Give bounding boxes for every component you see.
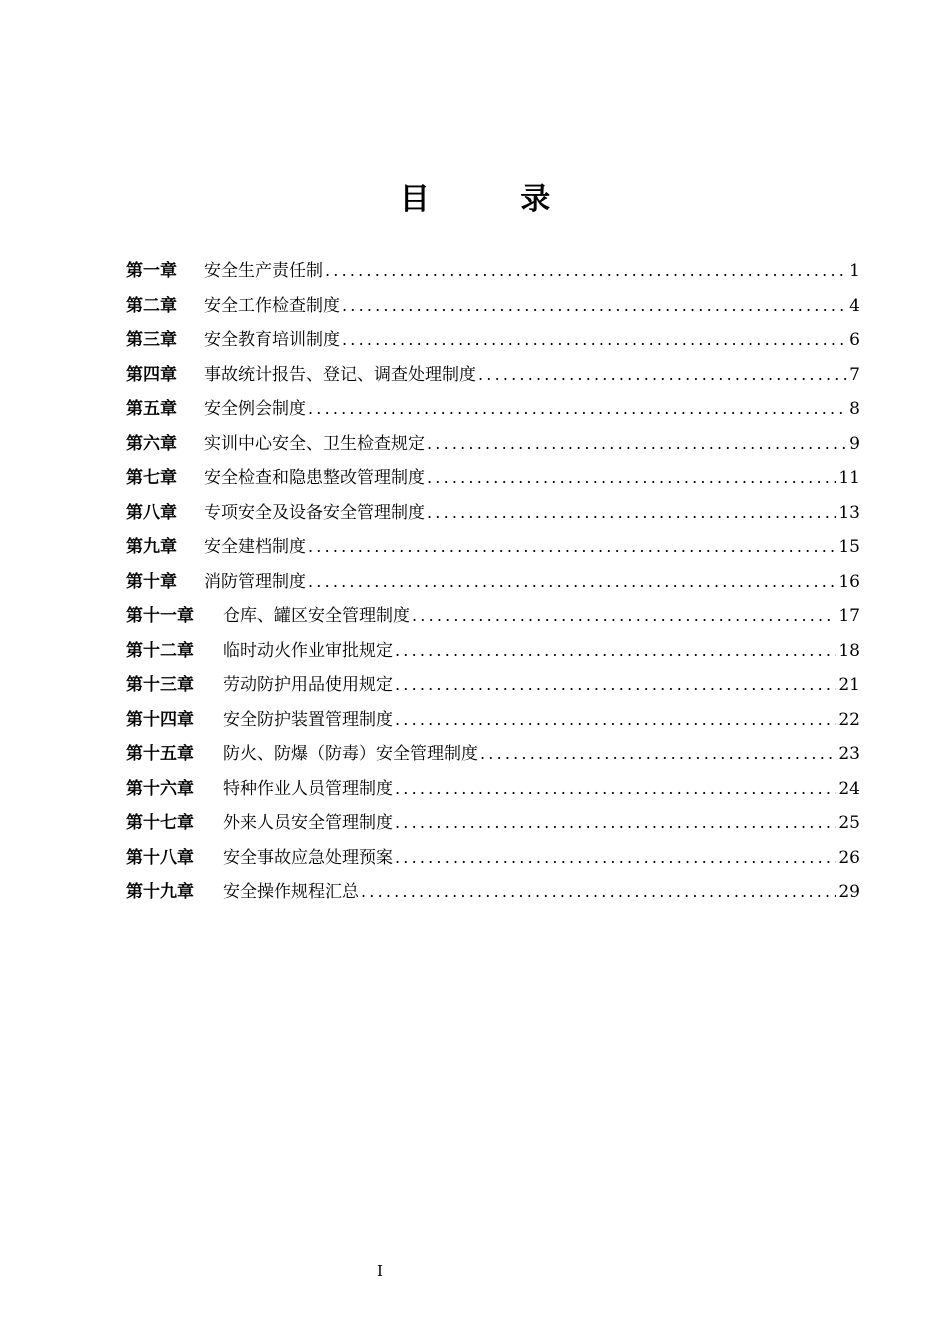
toc-page-number: 18 (838, 640, 860, 661)
toc-leader (395, 772, 836, 807)
toc-leader (395, 668, 836, 703)
toc-page-number: 16 (838, 571, 860, 592)
toc-entry[interactable] (126, 806, 860, 841)
toc-leader (342, 289, 847, 324)
toc-title: 外来人员安全管理制度 (223, 813, 393, 833)
toc-page-number: 13 (838, 502, 860, 523)
toc-entry[interactable] (126, 703, 860, 738)
toc-entry[interactable] (126, 841, 860, 876)
toc-leader (480, 737, 836, 772)
toc-chapter: 第十一章 (126, 606, 194, 626)
toc-chapter: 第二章 (126, 295, 177, 316)
toc-page-number: 29 (838, 882, 860, 902)
toc-leader (395, 634, 836, 669)
toc-chapter: 第十五章 (126, 744, 194, 764)
toc-leader (325, 254, 847, 289)
toc-page-number: 11 (838, 468, 860, 488)
toc-chapter: 第十九章 (126, 882, 194, 902)
toc-chapter: 第四章 (126, 364, 177, 385)
toc-chapter: 第十七章 (126, 813, 194, 833)
toc-entry[interactable] (126, 565, 860, 600)
toc-title: 专项安全及设备安全管理制度 (204, 502, 425, 523)
toc-page-number: 6 (849, 330, 860, 350)
page-title: 目 录 (399, 182, 591, 217)
toc-entry[interactable] (126, 461, 860, 496)
toc-entry[interactable] (126, 599, 860, 634)
toc-entry[interactable] (126, 530, 860, 565)
toc-entry[interactable] (126, 496, 860, 531)
toc-leader (478, 358, 847, 393)
toc-entry[interactable] (126, 668, 860, 703)
toc-chapter: 第十章 (126, 571, 177, 592)
toc-title: 消防管理制度 (204, 571, 306, 592)
toc-page-number: 4 (849, 295, 860, 316)
toc-leader (412, 599, 836, 634)
toc-leader (308, 530, 836, 565)
toc-page-number: 17 (838, 606, 860, 626)
toc-leader (427, 427, 847, 462)
toc-title: 仓库、罐区安全管理制度 (223, 606, 410, 626)
toc-title: 事故统计报告、登记、调查处理制度 (204, 364, 476, 385)
toc-chapter: 第五章 (126, 399, 177, 419)
toc-title: 安全操作规程汇总 (223, 882, 359, 902)
toc-leader (427, 496, 836, 531)
toc-leader (342, 323, 847, 358)
toc-page-number: 23 (838, 744, 860, 764)
toc-title: 安全教育培训制度 (204, 330, 340, 350)
toc-entry[interactable] (126, 323, 860, 358)
toc-entry[interactable] (126, 358, 860, 393)
toc-title: 安全例会制度 (204, 399, 306, 419)
toc-page-number: 9 (849, 433, 860, 454)
toc-title: 安全检查和隐患整改管理制度 (204, 468, 425, 488)
toc-title: 实训中心安全、卫生检查规定 (204, 433, 425, 454)
toc-entry[interactable] (126, 254, 860, 289)
toc-page-number: 8 (849, 399, 860, 419)
toc-chapter: 第三章 (126, 330, 177, 350)
toc-page-number: 7 (849, 364, 860, 385)
toc-leader (308, 392, 847, 427)
toc-title: 安全工作检查制度 (204, 295, 340, 316)
table-of-contents (126, 254, 860, 910)
toc-chapter: 第十六章 (126, 778, 194, 799)
toc-title: 安全建档制度 (204, 537, 306, 557)
toc-title: 安全事故应急处理预案 (223, 847, 393, 868)
toc-page-number: 1 (849, 261, 860, 281)
toc-leader (361, 875, 836, 910)
toc-page-number: 22 (838, 709, 860, 730)
toc-entry[interactable] (126, 392, 860, 427)
toc-leader (308, 565, 836, 600)
toc-title: 特种作业人员管理制度 (223, 778, 393, 799)
toc-leader (395, 806, 836, 841)
toc-title: 劳动防护用品使用规定 (223, 675, 393, 695)
toc-entry[interactable] (126, 772, 860, 807)
toc-title: 安全生产责任制 (204, 261, 323, 281)
toc-chapter: 第十四章 (126, 709, 194, 730)
toc-leader (427, 461, 836, 496)
page-footer-number: I (377, 1262, 383, 1280)
toc-chapter: 第八章 (126, 502, 177, 523)
toc-page-number: 25 (838, 813, 860, 833)
toc-leader (395, 703, 836, 738)
toc-leader (395, 841, 836, 876)
toc-entry[interactable] (126, 875, 860, 910)
toc-page-number: 26 (838, 847, 860, 868)
toc-chapter: 第九章 (126, 537, 177, 557)
toc-page-number: 15 (838, 537, 860, 557)
toc-entry[interactable] (126, 634, 860, 669)
toc-page-number: 24 (838, 778, 860, 799)
toc-entry[interactable] (126, 427, 860, 462)
toc-chapter: 第一章 (126, 261, 177, 281)
toc-title: 安全防护装置管理制度 (223, 709, 393, 730)
toc-entry[interactable] (126, 737, 860, 772)
toc-page-number: 21 (838, 675, 860, 695)
toc-chapter: 第十三章 (126, 675, 194, 695)
toc-chapter: 第十八章 (126, 847, 194, 868)
toc-chapter: 第十二章 (126, 640, 194, 661)
toc-chapter: 第六章 (126, 433, 177, 454)
toc-title: 临时动火作业审批规定 (223, 640, 393, 661)
toc-entry[interactable] (126, 289, 860, 324)
toc-chapter: 第七章 (126, 468, 177, 488)
toc-title: 防火、防爆（防毒）安全管理制度 (223, 744, 478, 764)
